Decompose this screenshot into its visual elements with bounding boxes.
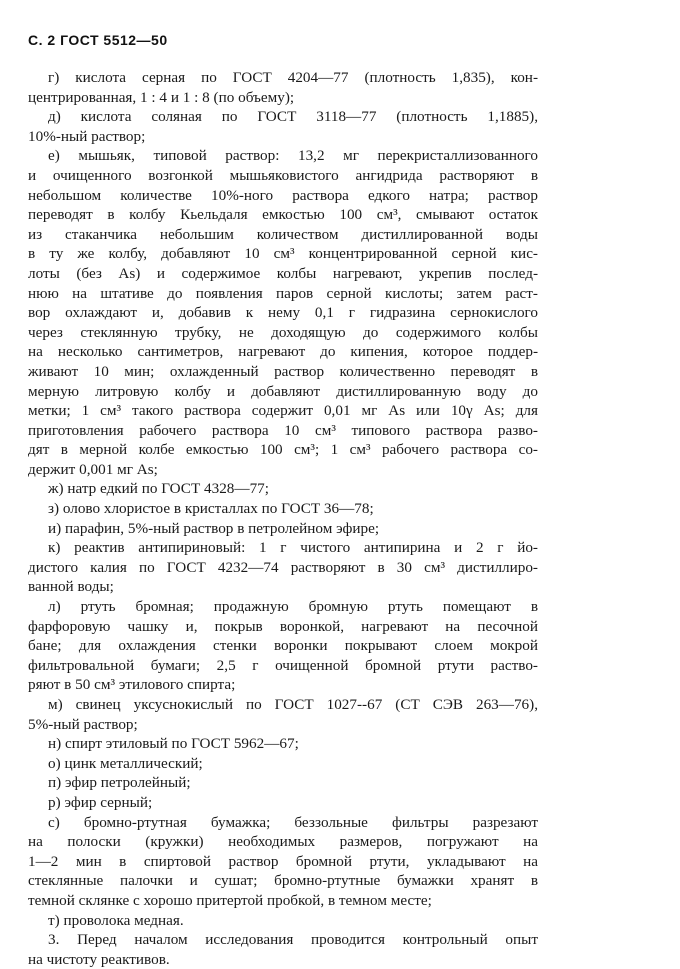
page-header: С. 2 ГОСТ 5512—50 (28, 32, 168, 48)
text-line: метки; 1 см³ такого раствора содержит 0,01 мг As или 10γ As; для (28, 402, 538, 420)
text-line: с) бромно-ртутная бумажка; беззольные фильтры разрезают (48, 813, 538, 831)
text-line: стеклянные палочки и сушат; бромно-ртутные бумажки хранят в (28, 872, 538, 890)
text-line: м) свинец уксуснокислый по ГОСТ 1027--67 (СТ СЭВ 263—76), (48, 696, 538, 713)
text-line: лоты (без As) и содержимое колбы нагревают, укрепив послед- (28, 264, 538, 282)
text-line: и очищенного возгонкой мышьяковистого ангидрида растворяют в (28, 166, 538, 184)
text-line: 1—2 мин в спиртовой раствор бромной ртути, укладывают на (28, 852, 538, 870)
text-line: держит 0,001 мг As; (28, 460, 158, 478)
text-line: н) спирт этиловый по ГОСТ 5962—67; (48, 735, 299, 753)
text-line: о) цинк металлический; (48, 754, 203, 772)
text-line: г) кислота серная по ГОСТ 4204—77 (плотность 1,835), кон- (48, 69, 538, 86)
text-line: вор охлаждают и, добавив к нему 0,1 г гидразина сернокислого (28, 304, 538, 322)
text-line: на полоски (кружки) необходимых размеров, погружают на (28, 833, 538, 851)
text-line: переводят в колбу Кьельдаля емкостью 100 см³, смывают остаток (28, 206, 538, 224)
text-line: дят в мерной колбе емкостью 100 см³; 1 см³ рабочего раствора со- (28, 441, 538, 459)
text-line: е) мышьяк, типовой раствор: 13,2 мг перекристаллизованного (48, 147, 538, 165)
text-line: д) кислота соляная по ГОСТ 3118—77 (плотность 1,1885), (48, 108, 538, 126)
text-line: 5%-ный раствор; (28, 715, 138, 733)
text-line: к) реактив антипириновый: 1 г чистого антипирина и 2 г йо- (48, 539, 538, 557)
text-line: живают 10 мин; охлажденный раствор количественно переводят в (28, 362, 538, 380)
text-line: на чистоту реактивов. (28, 950, 170, 968)
text-line: ж) натр едкий по ГОСТ 4328—77; (48, 480, 269, 498)
text-line: небольшом количестве 10%-ного раствора едкого натра; раствор (28, 186, 538, 204)
text-line: 10%-ный раствор; (28, 127, 146, 145)
text-line: т) проволока медная. (48, 911, 184, 929)
text-line: в ту же колбу, добавляют 10 см³ концентрированной серной кис- (28, 245, 538, 263)
text-line: мерную литровую колбу и добавляют дистиллированную воду до (28, 382, 538, 400)
text-line: приготовления рабочего раствора 10 см³ типового раствора разво- (28, 421, 538, 439)
text-line: бане; для охлаждения стенки воронки покрывают слоем мокрой (28, 637, 538, 655)
text-line: дистого калия по ГОСТ 4232—74 растворяют в 30 см³ дистиллиро- (28, 558, 538, 576)
text-line: из стаканчика небольшим количеством дистиллированной воды (28, 225, 538, 243)
text-line: п) эфир петролейный; (48, 774, 191, 792)
text-line: фильтровальной бумаги; 2,5 г очищенной бромной ртути раство- (28, 656, 538, 674)
text-line: ванной воды; (28, 578, 114, 596)
text-line: ряют в 50 см³ этилового спирта; (28, 676, 236, 694)
text-line: через стеклянную трубку, не доходящую до содержимого колбы (28, 323, 538, 341)
document-body (28, 68, 538, 969)
text-line: 3. Перед началом исследования проводится контрольный опыт (48, 931, 538, 949)
text-line: центрированная, 1 : 4 и 1 : 8 (по объему); (28, 88, 295, 106)
text-line: темной склянке с хорошо притертой пробкой, в темном месте; (28, 891, 432, 909)
text-line: на несколько сантиметров, нагревают до кипения, которое поддер- (28, 343, 538, 361)
text-line: и) парафин, 5%-ный раствор в петролейном эфире; (48, 519, 380, 537)
text-line: нюю на штативе до появления паров серной кислоты; затем раст- (28, 284, 538, 302)
text-line: л) ртуть бромная; продажную бромную ртуть помещают в (48, 598, 538, 616)
text-line: з) олово хлористое в кристаллах по ГОСТ 36—78; (48, 500, 374, 518)
text-line: р) эфир серный; (48, 793, 153, 811)
text-line: фарфоровую чашку и, покрыв воронкой, нагревают на песочной (28, 617, 538, 635)
